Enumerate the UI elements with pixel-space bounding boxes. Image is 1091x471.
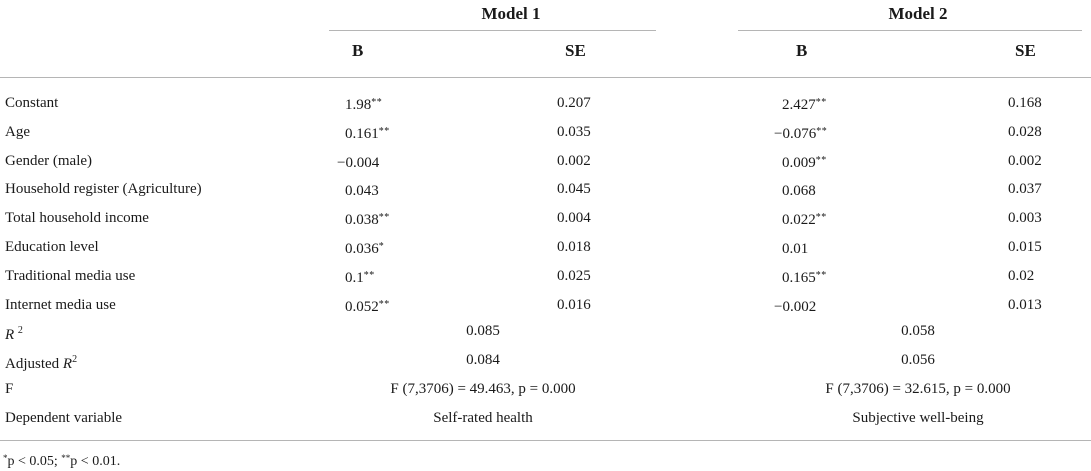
- row-label: Internet media use: [5, 297, 116, 313]
- model1-se-cell: [557, 296, 591, 314]
- r2-model1: 0.085: [466, 323, 500, 339]
- model1-b-header: B: [352, 41, 364, 60]
- model2-b-cell: [782, 152, 827, 172]
- model2-se-cell: [1008, 238, 1042, 256]
- cell-value: 0.161: [345, 126, 379, 142]
- model2-se-cell: [1008, 180, 1042, 198]
- model2-b-cell: [782, 209, 827, 229]
- model2-b-header: B: [796, 41, 808, 60]
- significance-marker: **: [378, 299, 390, 310]
- cell-value: 0.1: [345, 270, 364, 286]
- cell-value: 0.02: [1008, 268, 1035, 284]
- model1-se-cell: [557, 180, 591, 198]
- cell-value: 0.003: [1008, 210, 1042, 226]
- cell-value: 0.009: [782, 155, 816, 171]
- r2-label: R $^2$: [5, 325, 23, 343]
- cell-value: 0.207: [557, 95, 591, 111]
- f-model1: F (7,3706) = 49.463, p = 0.000: [390, 381, 576, 397]
- significance-marker: **: [378, 126, 390, 137]
- significance-marker: **: [815, 212, 827, 223]
- model1-b-cell: [345, 267, 375, 287]
- cell-value: 0.068: [782, 183, 816, 199]
- model2-b-cell: [782, 180, 816, 200]
- model1-se-cell: [557, 152, 591, 170]
- model1-b-cell: [345, 180, 379, 200]
- cell-value: 0.043: [345, 183, 379, 199]
- model2-se-cell: [1008, 296, 1042, 314]
- model2-header-rule: [738, 30, 1082, 31]
- cell-value: 0.016: [557, 297, 591, 313]
- cell-value: 0.004: [557, 210, 591, 226]
- model1-header-rule: [329, 30, 656, 31]
- model1-b-cell: [345, 296, 390, 316]
- cell-value: 0.037: [1008, 181, 1042, 197]
- model1-se-cell: [557, 238, 591, 256]
- row-label: Constant: [5, 95, 59, 111]
- significance-marker: **: [815, 155, 827, 166]
- cell-value: 0.028: [1008, 124, 1042, 140]
- f-label: F: [5, 381, 14, 397]
- model2-se-cell: [1008, 94, 1042, 112]
- cell-value: −0.004: [337, 155, 380, 171]
- cell-value: 0.022: [782, 212, 816, 228]
- cell-value: 0.01: [782, 241, 809, 257]
- cell-value: 0.052: [345, 299, 379, 315]
- cell-value: 0.018: [557, 239, 591, 255]
- r2-model2: 0.058: [901, 323, 935, 339]
- dependent-variable-label: Dependent variable: [5, 410, 123, 426]
- row-label: Household register (Agriculture): [5, 181, 202, 197]
- row-label: Gender (male): [5, 153, 93, 169]
- cell-value: 0.045: [557, 181, 591, 197]
- row-label: Traditional media use: [5, 268, 136, 284]
- model2-header: Model 2: [888, 4, 948, 23]
- adjusted-r2-model2: 0.056: [901, 352, 935, 368]
- model2-se-cell: [1008, 123, 1042, 141]
- cell-value: 2.427: [782, 97, 816, 113]
- footnote: *p < 0.05; **p < 0.01.: [3, 453, 121, 469]
- cell-value: 0.035: [557, 124, 591, 140]
- significance-marker: **: [363, 270, 375, 281]
- row-label: Age: [5, 124, 30, 140]
- cell-value: 0.013: [1008, 297, 1042, 313]
- cell-value: 0.168: [1008, 95, 1042, 111]
- model2-se-cell: [1008, 267, 1034, 285]
- dependent-variable-model1: Self-rated health: [433, 410, 533, 426]
- model2-se-cell: [1008, 209, 1042, 227]
- model1-b-cell: [345, 209, 390, 229]
- significance-marker: **: [815, 270, 827, 281]
- significance-marker: **: [378, 212, 390, 223]
- cell-value: −0.002: [774, 299, 817, 315]
- model2-b-cell: [774, 296, 816, 316]
- header-bottom-rule: [0, 77, 1091, 78]
- cell-value: 0.036: [345, 241, 379, 257]
- model2-b-cell: [782, 238, 808, 258]
- cell-value: 0.002: [557, 153, 591, 169]
- model2-se-cell: [1008, 152, 1042, 170]
- model1-b-cell: [345, 238, 384, 258]
- cell-value: 0.002: [1008, 153, 1042, 169]
- cell-value: 1.98: [345, 97, 372, 113]
- adjusted-r2-model1: 0.084: [466, 352, 500, 368]
- adjusted-r2-label: Adjusted $R^2$: [5, 354, 78, 372]
- significance-marker: **: [371, 97, 383, 108]
- model2-b-cell: [782, 94, 827, 114]
- model1-b-cell: [345, 123, 390, 143]
- row-label: Education level: [5, 239, 99, 255]
- significance-marker: **: [816, 126, 828, 137]
- f-model2: F (7,3706) = 32.615, p = 0.000: [825, 381, 1011, 397]
- model1-se-cell: [557, 209, 591, 227]
- model2-b-cell: [782, 267, 827, 287]
- model1-se-cell: [557, 123, 591, 141]
- significance-marker: *: [378, 241, 385, 252]
- model1-header: Model 1: [481, 4, 541, 23]
- cell-value: −0.076: [774, 126, 817, 142]
- model2-se-header: SE: [1015, 41, 1036, 60]
- cell-value: 0.015: [1008, 239, 1042, 255]
- model2-b-cell: [774, 123, 827, 143]
- model1-b-cell: [345, 94, 382, 114]
- cell-value: 0.025: [557, 268, 591, 284]
- model1-se-header: SE: [565, 41, 586, 60]
- significance-marker: **: [815, 97, 827, 108]
- model1-b-cell: [337, 152, 379, 172]
- dependent-variable-model2: Subjective well-being: [852, 410, 984, 426]
- cell-value: 0.038: [345, 212, 379, 228]
- row-label: Total household income: [5, 210, 149, 226]
- cell-value: 0.165: [782, 270, 816, 286]
- model1-se-cell: [557, 94, 591, 112]
- table-bottom-rule: [0, 440, 1091, 441]
- model1-se-cell: [557, 267, 591, 285]
